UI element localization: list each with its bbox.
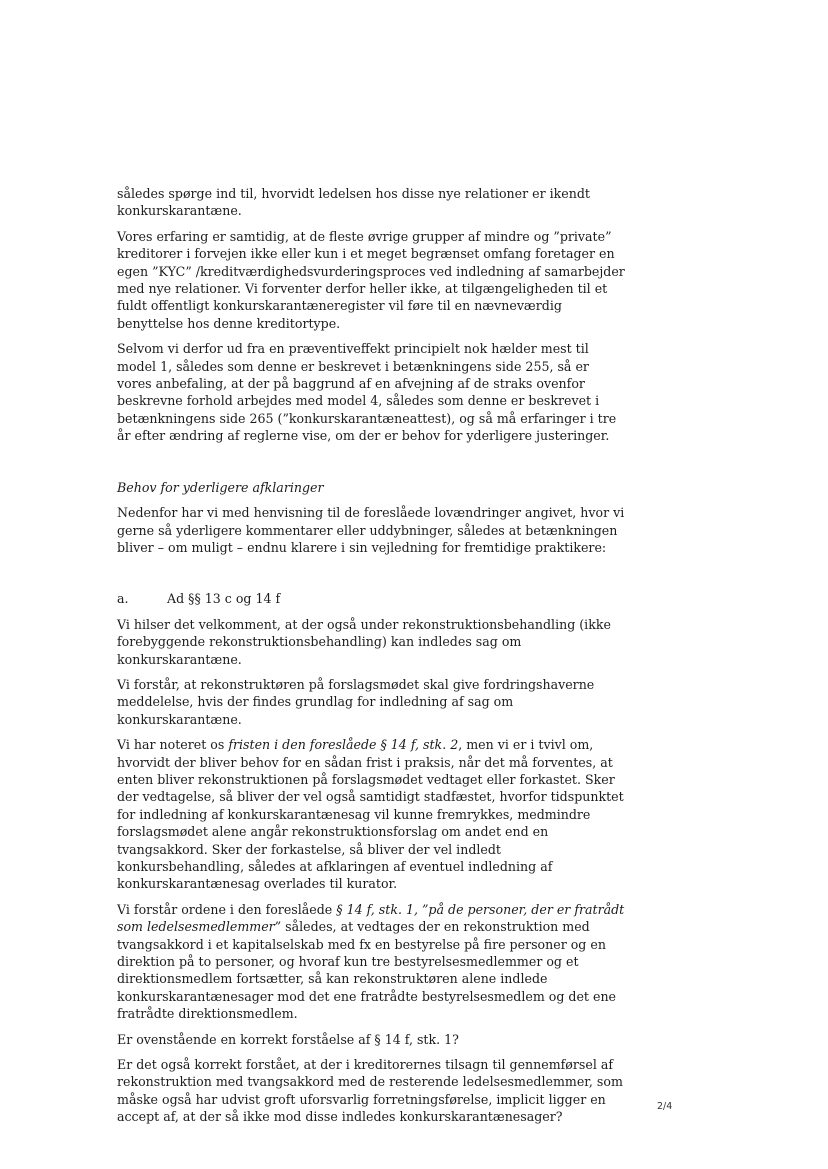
document-body [117,185,625,1134]
section-heading: Behov for yderligere afklaringer [117,479,324,495]
paragraph-intro-3: Selvom vi derfor ud fra en præventiveffekt principielt nok hælder mest til model 1, således som denne er beskrevet i betænkningens side 255, så er vores anbefaling, at der på baggrund af en afvejning af de straks ovenfor beskrevne forhold arbejdes med model 4, således som denne er beskrevet i betænkningens side 265 (”konkurskarantæneattest), og så må erfaringer i tre år efter ændring af reglerne vise, om der er behov for yderligere justeringer. [117,341,617,444]
paragraph-a4-italic: § 14 f, stk. 1, ”på de personer, der er fratrådt som ledelsesmedlemmer” [117,901,625,935]
paragraph-a4 [117,901,625,1023]
paragraph-a2: Vi forstår, at rekonstruktøren på forslagsmødet skal give fordringshaverne meddelelse, hvis der findes grundlag for indledning af sag om konkurskarantæne. [117,676,595,727]
paragraph-a4-post: således, at vedtages der en rekonstruktion med tvangsakkord i et kapitalselskab med fx en bestyrelse på fire personer og en direktion på to personer, og hvoraf kun tre bestyrelsesmedlemmer og et direktionsmedlem fortsætter, så kan rekonstruktøren alene indlede konkurskarantænesager mod det ene fratrådte bestyrelsesmedlem og det ene fratrådte direktionsmedlem. [117,919,617,1022]
paragraph-a1: Vi hilser det velkomment, at der også under rekonstruktionsbehandling (ikke forebyggende rekonstruktionsbehandling) kan indledes sag om konkurskarantæne. [117,616,611,667]
paragraph-a6: Er det også korrekt forstået, at der i kreditorernes tilsagn til gennemførsel af rekonstruktion med tvangsakkord med de resterende ledelsesmedlemmer, som måske også har udvist groft uforsvarlig forretningsførelse, implicit ligger en accept af, at der så ikke mod disse indledes konkurskarantænesager? [117,1057,623,1125]
section-intro: Nedenfor har vi med henvisning til de foreslåede lovændringer angivet, hvor vi gerne så yderligere kommentarer eller uddybninger, således at betænkningen bliver – om muligt – endnu klarere i sin vejledning for fremtidige praktikere: [117,505,625,555]
paragraph-a5: Er ovenstående en korrekt forståelse af § 14 f, stk. 1? [117,1031,459,1047]
paragraph-a3-post: , men vi er i tvivl om, hvorvidt der bliver behov for en sådan frist i praksis, når det må forventes, at enten bliver rekonstruktionen på forslagsmødet vedtaget eller forkastet. Sker der vedtagelse, så bliver der vel også samtidigt stadfæstet, hvorfor tidspunktet for indledning af konkurskarantænesag vil kunne fremrykkes, medmindre forslagsmødet alene angår rekonstruktionsforslag om andet end en tvangsakkord. Sker der forkastelse, så bliver der vel indledt konkursbehandling, således at afklaringen af eventuel indledning af konkurskarantænesag overlades til kurator. [117,737,624,892]
paragraph-a3-italic: fristen i den foreslåede § 14 f, stk. 2 [228,737,459,753]
paragraph-a4-pre: Vi forstår ordene i den foreslåede [117,901,337,917]
subsection-title: Ad §§ 13 c og 14 f [167,591,281,607]
paragraph-intro-2: Vores erfaring er samtidig, at de fleste øvrige grupper af mindre og ”private” kreditorer i forvejen ikke eller kun i et meget begrænset omfang foretager en egen ”KYC” /kreditværdighedsvurderingsproces ved indledning af samarbejder med nye relationer. Vi forventer derfor heller ikke, at tilgængeligheden til et fuldt offentligt konkurskarantæneregister vil føre til en nævneværdig benyttelse hos denne kreditortype. [117,228,625,331]
page-number: 2/4 [657,1101,673,1112]
paragraph-a3 [117,736,625,893]
subsection-letter: a. [117,591,129,607]
paragraph-a3-pre: Vi har noteret os [117,737,229,753]
paragraph-intro-1: således spørge ind til, hvorvidt ledelsen hos disse nye relationer er ikendt konkurskarantæne. [117,186,590,219]
subsection-heading [117,590,625,607]
